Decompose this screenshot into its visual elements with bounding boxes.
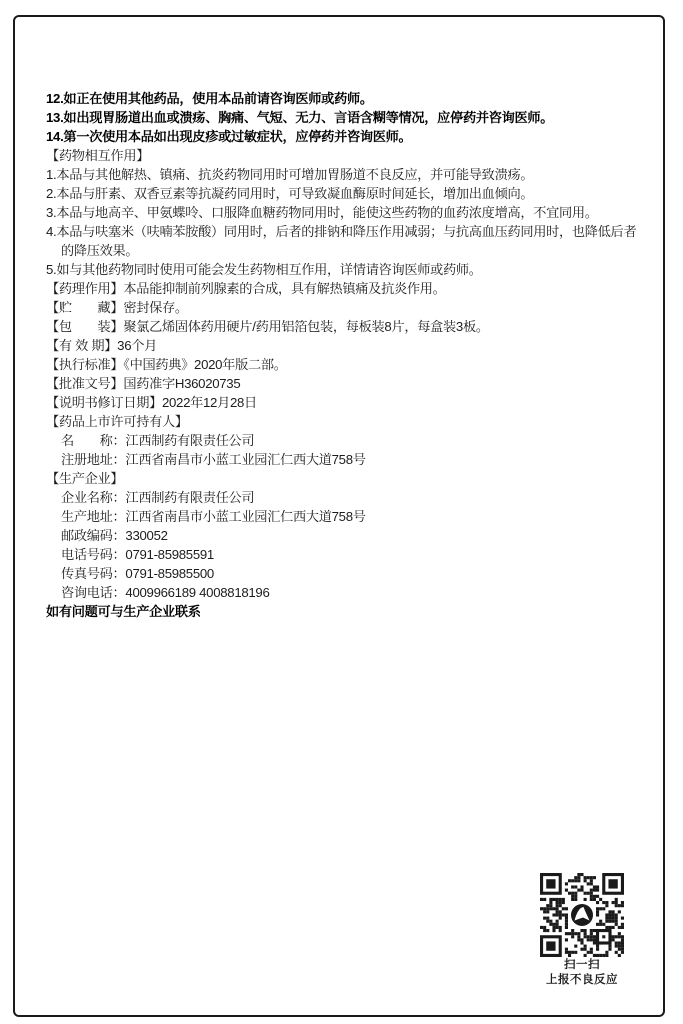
leaflet-text-block [46,89,651,621]
text-line: 12.如正在使用其他药品，使用本品前请咨询医师或药师。 [46,91,373,106]
text-line: 的降压效果。 [61,243,139,258]
text-line: 【药品上市许可持有人】 [46,414,188,429]
text-line: 【执行标准】《中国药典》2020年版二部。 [46,357,287,372]
text-line: 企业名称：江西制药有限责任公司 [61,490,255,505]
text-line: 【生产企业】 [46,471,124,486]
qr-caption-report: 上报不良反应 [546,974,618,986]
text-line: 【包 装】聚氯乙烯固体药用硬片/药用铝箔包装，每板装8片，每盒装3板。 [46,319,489,334]
page-border [13,15,665,1017]
text-line: 传真号码：0791-85985500 [61,566,214,581]
text-line: 如有问题可与生产企业联系 [46,604,201,619]
adverse-reaction-report-area [517,873,647,987]
text-line: 注册地址：江西省南昌市小蓝工业园汇仁西大道758号 [61,452,366,467]
text-line: 2.本品与肝素、双香豆素等抗凝药同用时，可导致凝血酶原时间延长，增加出血倾向。 [46,186,534,201]
text-line: 1.本品与其他解热、镇痛、抗炎药物同用时可增加胃肠道不良反应，并可能导致溃疡。 [46,167,534,182]
text-line: 4.本品与呋塞米（呋喃苯胺酸）同用时，后者的排钠和降压作用减弱；与抗高血压药同用时，也降低后者 [46,224,637,239]
text-line: 名 称：江西制药有限责任公司 [61,433,255,448]
text-line: 【药理作用】本品能抑制前列腺素的合成，具有解热镇痛及抗炎作用。 [46,281,446,296]
text-line: 【批准文号】国药准字H36020735 [46,376,241,391]
text-line: 生产地址：江西省南昌市小蓝工业园汇仁西大道758号 [61,509,366,524]
text-line: 14.第一次使用本品如出现皮疹或过敏症状，应停药并咨询医师。 [46,129,412,144]
qr-caption-scan: 扫一扫 [564,959,600,971]
text-line: 5.如与其他药物同时使用可能会发生药物相互作用，详情请咨询医师或药师。 [46,262,482,277]
text-line: 【有 效 期】36个月 [46,338,158,353]
text-line: 13.如出现胃肠道出血或溃疡、胸痛、气短、无力、言语含糊等情况，应停药并咨询医师。 [46,110,554,125]
text-line: 邮政编码：330052 [61,528,168,543]
text-line: 3.本品与地高辛、甲氨蝶呤、口服降血糖药物同用时，能使这些药物的血药浓度增高，不宜同用。 [46,205,598,220]
text-line: 【药物相互作用】 [46,148,150,163]
text-line: 【说明书修订日期】2022年12月28日 [46,395,257,410]
text-line: 咨询电话：4009966189 4008818196 [61,585,270,600]
text-line: 【贮 藏】密封保存。 [46,300,188,315]
text-line: 电话号码：0791-85985591 [61,547,214,562]
qr-code [540,873,624,957]
